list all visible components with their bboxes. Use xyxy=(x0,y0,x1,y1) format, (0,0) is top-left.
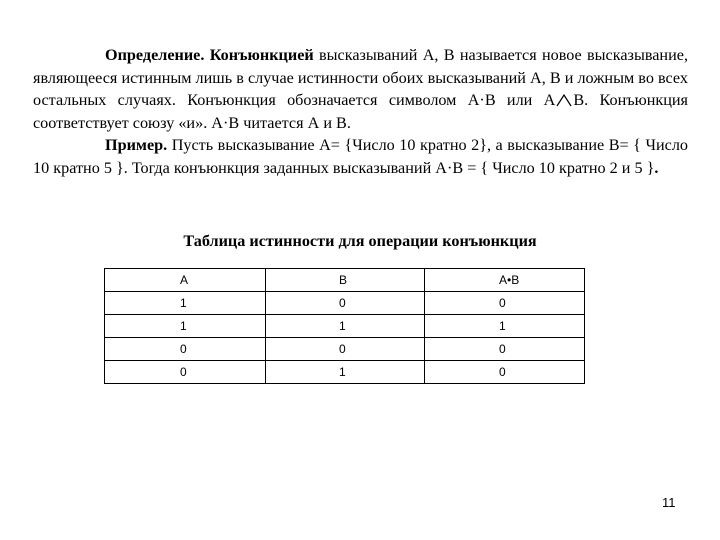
definition-text-end: В. Конъюнкция соответствует союзу «и». А·В читается А и В. xyxy=(33,91,688,132)
page-number: 11 xyxy=(662,495,676,510)
table-cell: 1 xyxy=(266,315,425,338)
table-cell: 0 xyxy=(425,361,585,384)
definition-block xyxy=(33,44,688,180)
example-end: . xyxy=(654,158,659,177)
header-ab: A•B xyxy=(425,269,585,292)
table-row xyxy=(105,361,585,384)
table-cell: 1 xyxy=(425,315,585,338)
table-header-row xyxy=(105,269,585,292)
table-cell: 0 xyxy=(266,338,425,361)
table-cell: 0 xyxy=(425,292,585,315)
table-cell: 0 xyxy=(105,361,266,384)
table-row xyxy=(105,315,585,338)
table-row xyxy=(105,338,585,361)
definition-paragraph xyxy=(33,44,688,134)
definition-term: Определение. Конъюнкцией xyxy=(105,46,314,64)
example-paragraph xyxy=(33,134,688,179)
table-cell: 0 xyxy=(105,338,266,361)
example-label: Пример. xyxy=(105,136,168,155)
header-a: A xyxy=(105,269,266,292)
definition-text: высказываний А, В называется новое высказывание, являющееся истинным лишь в случае истинности обоих высказываний А, В и ложным во всех остальных случаях. Конъюнкция обозначается символом А·В или А xyxy=(33,46,688,110)
truth-table xyxy=(104,268,585,384)
table-cell: 1 xyxy=(105,292,266,315)
table-title: Таблица истинности для операции конъюнкция xyxy=(183,232,537,250)
table-row xyxy=(105,292,585,315)
example-text: Пусть высказывание А= {Число 10 кратно 2}, а высказывание В= { Число 10 кратно 5 }. Тогда конъюнкция заданных высказываний А·В = { Число 10 кратно 2 и 5 } xyxy=(33,136,688,177)
table-cell: 1 xyxy=(266,361,425,384)
header-b: B xyxy=(266,269,425,292)
table-cell: 1 xyxy=(105,315,266,338)
table-cell: 0 xyxy=(266,292,425,315)
table-cell: 0 xyxy=(425,338,585,361)
